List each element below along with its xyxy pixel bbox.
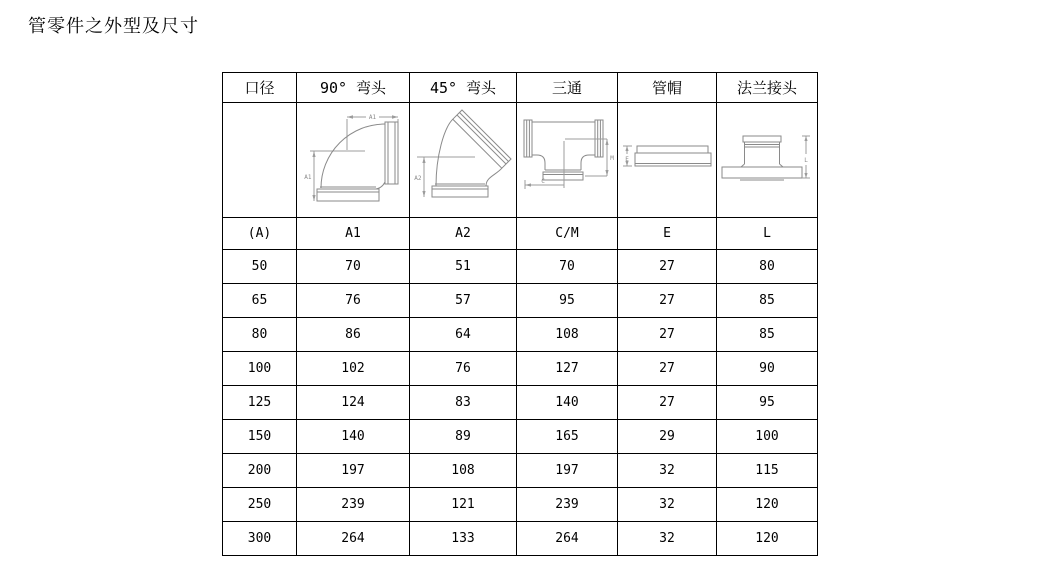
cell-diameter: 200 bbox=[223, 454, 297, 488]
col-header-cap: 管帽 bbox=[618, 73, 717, 103]
cap-drawing-cell bbox=[618, 103, 717, 218]
cell: 100 bbox=[717, 420, 818, 454]
dim-label-l: L bbox=[804, 156, 808, 164]
param-cell: A1 bbox=[297, 218, 410, 250]
cell: 133 bbox=[410, 522, 517, 556]
col-header-elbow-90: 90° 弯头 bbox=[297, 73, 410, 103]
table-row bbox=[223, 250, 818, 284]
cell: 70 bbox=[517, 250, 618, 284]
cell: 108 bbox=[410, 454, 517, 488]
col-header-tee: 三通 bbox=[517, 73, 618, 103]
dim-label-a2: A2 bbox=[414, 174, 422, 182]
param-cell: L bbox=[717, 218, 818, 250]
cell-diameter: 100 bbox=[223, 352, 297, 386]
cell: 239 bbox=[517, 488, 618, 522]
col-header-diameter: 口径 bbox=[223, 73, 297, 103]
cell: 127 bbox=[517, 352, 618, 386]
cell-diameter: 250 bbox=[223, 488, 297, 522]
cell: 264 bbox=[517, 522, 618, 556]
cell: 27 bbox=[618, 318, 717, 352]
flange-drawing-cell bbox=[717, 103, 818, 218]
param-cell: C/M bbox=[517, 218, 618, 250]
cell: 89 bbox=[410, 420, 517, 454]
table-row bbox=[223, 454, 818, 488]
cell: 120 bbox=[717, 522, 818, 556]
table-row bbox=[223, 284, 818, 318]
cell: 86 bbox=[297, 318, 410, 352]
cell: 264 bbox=[297, 522, 410, 556]
elbow-90-drawing-cell bbox=[297, 103, 410, 218]
cell: 108 bbox=[517, 318, 618, 352]
param-row bbox=[223, 218, 818, 250]
col-header-elbow-45: 45° 弯头 bbox=[410, 73, 517, 103]
cell-diameter: 65 bbox=[223, 284, 297, 318]
tee-drawing bbox=[517, 104, 617, 217]
dim-label-a1-side: A1 bbox=[304, 173, 312, 181]
cell: 76 bbox=[410, 352, 517, 386]
dim-label-e: E bbox=[625, 155, 629, 163]
cell: 32 bbox=[618, 522, 717, 556]
param-cell: (A) bbox=[223, 218, 297, 250]
cell: 51 bbox=[410, 250, 517, 284]
col-header-flange: 法兰接头 bbox=[717, 73, 818, 103]
cell: 165 bbox=[517, 420, 618, 454]
cell: 95 bbox=[517, 284, 618, 318]
table-row bbox=[223, 420, 818, 454]
cell: 90 bbox=[717, 352, 818, 386]
cell: 197 bbox=[517, 454, 618, 488]
cell: 29 bbox=[618, 420, 717, 454]
table-row bbox=[223, 386, 818, 420]
cell: 32 bbox=[618, 454, 717, 488]
cell: 70 bbox=[297, 250, 410, 284]
cell: 32 bbox=[618, 488, 717, 522]
cell-diameter: 80 bbox=[223, 318, 297, 352]
elbow-45-drawing-cell bbox=[410, 103, 517, 218]
cell: 121 bbox=[410, 488, 517, 522]
cell: 85 bbox=[717, 318, 818, 352]
cell: 102 bbox=[297, 352, 410, 386]
cell: 57 bbox=[410, 284, 517, 318]
cell: 27 bbox=[618, 386, 717, 420]
cap-drawing bbox=[618, 104, 716, 217]
tee-drawing-cell bbox=[517, 103, 618, 218]
table-row bbox=[223, 352, 818, 386]
flange-drawing bbox=[717, 104, 817, 217]
cell: 85 bbox=[717, 284, 818, 318]
pipe-fittings-table bbox=[222, 72, 818, 556]
param-cell: A2 bbox=[410, 218, 517, 250]
cell: 120 bbox=[717, 488, 818, 522]
cell: 76 bbox=[297, 284, 410, 318]
cell: 197 bbox=[297, 454, 410, 488]
drawing-row bbox=[223, 103, 818, 218]
table-row bbox=[223, 488, 818, 522]
cell: 27 bbox=[618, 284, 717, 318]
cell: 64 bbox=[410, 318, 517, 352]
table-row bbox=[223, 522, 818, 556]
elbow-45-drawing bbox=[410, 104, 516, 217]
param-cell: E bbox=[618, 218, 717, 250]
empty-cell bbox=[223, 103, 297, 218]
dim-label-c: C bbox=[541, 177, 545, 185]
cell: 239 bbox=[297, 488, 410, 522]
cell: 80 bbox=[717, 250, 818, 284]
table-row bbox=[223, 318, 818, 352]
cell-diameter: 300 bbox=[223, 522, 297, 556]
cell-diameter: 150 bbox=[223, 420, 297, 454]
elbow-90-drawing bbox=[297, 104, 409, 217]
cell: 140 bbox=[517, 386, 618, 420]
cell: 95 bbox=[717, 386, 818, 420]
cell: 27 bbox=[618, 250, 717, 284]
cell: 115 bbox=[717, 454, 818, 488]
cell: 83 bbox=[410, 386, 517, 420]
header-row bbox=[223, 73, 818, 103]
cell-diameter: 125 bbox=[223, 386, 297, 420]
cell: 140 bbox=[297, 420, 410, 454]
cell: 124 bbox=[297, 386, 410, 420]
cell: 27 bbox=[618, 352, 717, 386]
dim-label-m: M bbox=[610, 154, 614, 162]
page-title: 管零件之外型及尺寸 bbox=[28, 16, 199, 37]
cell-diameter: 50 bbox=[223, 250, 297, 284]
dim-label-a1-top: A1 bbox=[368, 113, 377, 121]
